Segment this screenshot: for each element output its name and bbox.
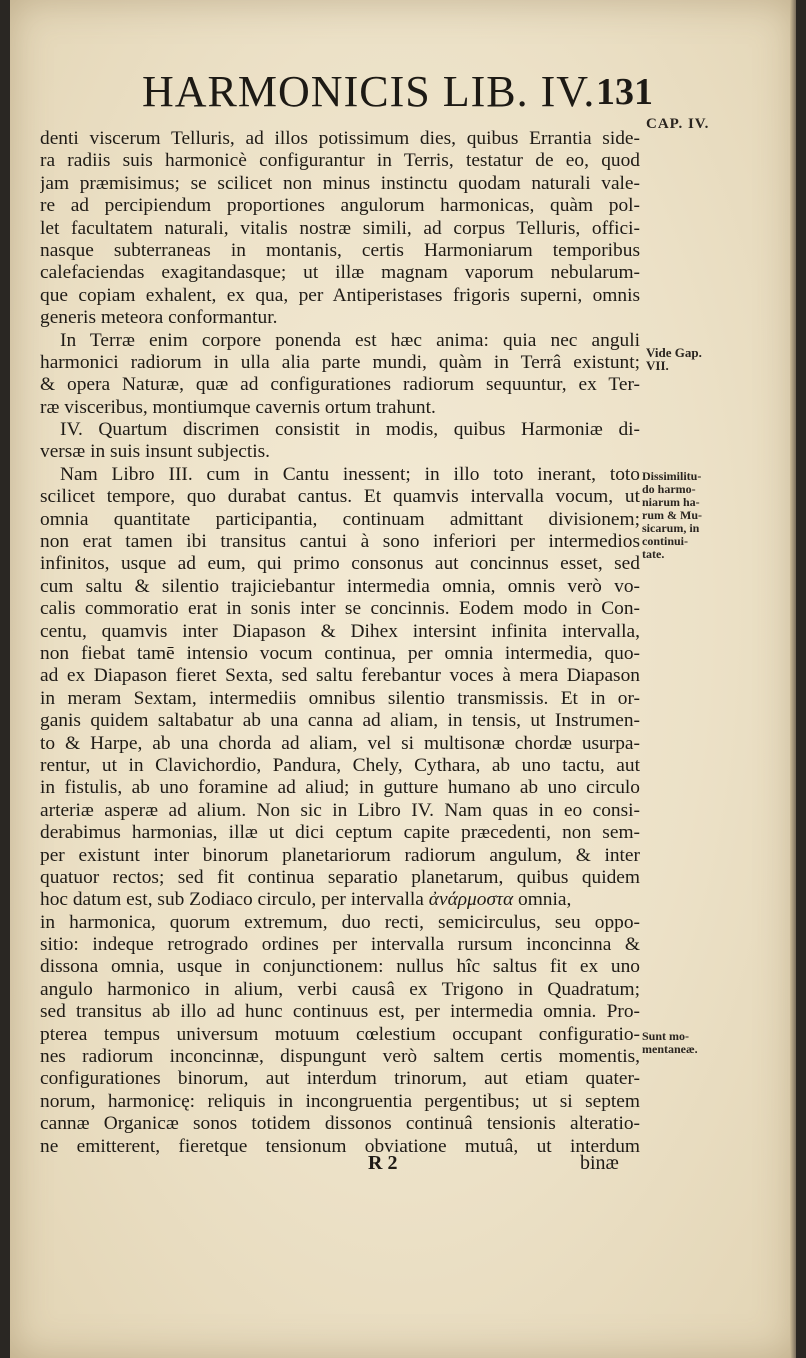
text-line: versæ in suis insunt subjectis. bbox=[40, 441, 270, 463]
text-line: scilicet tempore, quo durabat cantus. Et quamvis intervalla vocum, ut bbox=[40, 486, 640, 508]
text-line: dissona omnia, usque in conjunctionem: nullus hîc saltus fit ex uno bbox=[40, 956, 640, 978]
text-line-with-greek bbox=[40, 889, 640, 911]
text-fragment: hoc datum est, sub Zodiaco circulo, per intervalla bbox=[40, 889, 424, 911]
text-line: sed transitus ab illo ad hunc continuus est, per intermedia omnia. Pro- bbox=[40, 1001, 640, 1023]
text-line: re ad percipiendum proportiones angulorum harmonicas, quàm pol- bbox=[40, 195, 640, 217]
catchword: binæ bbox=[580, 1152, 619, 1174]
text-line: per existunt inter binorum planetariorum radiorum angulum, & inter bbox=[40, 844, 640, 866]
running-title: HARMONICIS LIB. IV. bbox=[142, 67, 596, 116]
margin-note-chapter: CAP. IV. bbox=[646, 116, 710, 132]
text-line: ganis quidem saltabatur ab una canna ad aliam, in tensis, ut Instrumen- bbox=[40, 710, 640, 732]
margin-note-dissimilitudo bbox=[642, 470, 702, 561]
text-line: IV. Quartum discrimen consistit in modis, quibus Harmoniæ di- bbox=[60, 419, 640, 441]
text-line: angulo harmonico in alium, verbi causâ ex Trigono in Quadratum; bbox=[40, 978, 640, 1000]
text-line: sitio: indeque retrogrado ordines per intervalla rursum inconcinna & bbox=[40, 934, 640, 956]
signature-mark: R 2 bbox=[368, 1152, 398, 1174]
margin-note-sunt-momentaneae bbox=[642, 1030, 698, 1056]
text-line: ra radiis suis harmonicè configurantur in Terris, testatur de eo, quod bbox=[40, 150, 640, 172]
text-line: quatuor rectos; sed fit continua separatio planetarum, quibus quidem bbox=[40, 866, 640, 888]
text-line: ad ex Diapason fieret Sexta, sed saltu ferebantur voces à mera Diapason bbox=[40, 665, 640, 687]
margin-note-line: continui- bbox=[642, 534, 689, 548]
text-line: cannæ Organicæ sonos totidem dissonos continuâ tensionis alteratio- bbox=[40, 1113, 640, 1135]
text-line: generis meteora conformantur. bbox=[40, 307, 278, 329]
margin-note-line: tate. bbox=[642, 547, 665, 561]
text-line: ræ visceribus, montiumque cavernis ortum trahunt. bbox=[40, 396, 436, 418]
text-line: derabimus harmonias, illæ ut dici ceptum capite præcedenti, non sem- bbox=[40, 822, 640, 844]
page-number: 131 bbox=[596, 71, 653, 113]
text-line: rentur, ut in Clavichordio, Pandura, Chely, Cythara, ab uno tactu, aut bbox=[40, 754, 640, 776]
text-line: in harmonica, quorum extremum, duo recti, semicirculus, seu oppo- bbox=[40, 911, 640, 933]
margin-note-line: Vide Gap. bbox=[646, 345, 702, 360]
margin-note-vide bbox=[646, 346, 702, 372]
book-page bbox=[10, 0, 796, 1358]
text-line: in fistulis, ab uno foramine ad aliud; in gutture humano ab uno circulo bbox=[40, 777, 640, 799]
text-line: denti viscerum Telluris, ad illos potissimum dies, quibus Errantia side- bbox=[40, 128, 640, 149]
text-line: ne emitterent, fieretque tensionum obviatione mutuâ, ut interdum bbox=[40, 1135, 640, 1157]
main-text-block bbox=[40, 128, 640, 1158]
text-line: let facultatem naturali, vitalis nostræ simili, ad corpus Telluris, offici- bbox=[40, 217, 640, 239]
text-line: configurationes binorum, aut interdum trinorum, aut etiam quater- bbox=[40, 1068, 640, 1090]
text-line: to & Harpe, ab una chorda ad aliam, vel si multisonæ chordæ usurpa- bbox=[40, 732, 640, 754]
margin-note-line: rum & Mu- bbox=[642, 508, 702, 522]
text-line: centu, quamvis inter Diapason & Dihex intersint infinita intervalla, bbox=[40, 620, 640, 642]
margin-note-line: Dissimilitu- bbox=[642, 469, 702, 483]
text-line: jam præmisimus; se scilicet non minus instinctu quodam naturali vale- bbox=[40, 172, 640, 194]
text-line: que copiam exhalent, ex qua, per Antiperistases frigoris superni, omnis bbox=[40, 284, 640, 306]
text-line: & opera Naturæ, quæ ad configurationes radiorum sequuntur, ex Ter- bbox=[40, 374, 640, 396]
text-line: non erat tamen ibi transitus cantui à sono inferiori per intermedios bbox=[40, 531, 640, 553]
text-line: harmonici radiorum in ulla alia parte mundi, quàm in Terrâ existunt; bbox=[40, 351, 640, 373]
margin-note-line: VII. bbox=[646, 358, 669, 373]
greek-word: ἀνάρμοστα bbox=[428, 889, 514, 911]
margin-note-line: mentaneæ. bbox=[642, 1042, 698, 1056]
text-line: arteriæ asperæ ad alium. Non sic in Libro IV. Nam quas in eo consi- bbox=[40, 799, 640, 821]
text-line: nes radiorum inconcinnæ, dispungunt verò saltem certis momentis, bbox=[40, 1046, 640, 1068]
text-line: nasque subterraneas in montanis, certis Harmoniarum temporibus bbox=[40, 239, 640, 261]
text-line: pterea tempus universum motuum cœlestium occupant configuratio- bbox=[40, 1023, 640, 1045]
margin-note-line: sicarum, in bbox=[642, 521, 700, 535]
text-fragment: omnia, bbox=[518, 889, 572, 911]
text-line: norum, harmonicę: reliquis in incongruentia pergentibus; ut si septem bbox=[40, 1090, 640, 1112]
text-line: omnia quantitate participantia, continuam admittant divisionem; bbox=[40, 508, 640, 530]
text-line: infinitos, usque ad eum, qui primo consonus aut concinnus esset, sed bbox=[40, 553, 640, 575]
page-footer bbox=[10, 1152, 796, 1182]
text-line: cum saltu & silentio trajiciebantur intermedia omnia, omnis verò vo- bbox=[40, 575, 640, 597]
text-line: in meram Sextam, intermediis omnibus silentio transmissis. Et in or- bbox=[40, 687, 640, 709]
margin-note-line: Sunt mo- bbox=[642, 1029, 690, 1043]
text-line: Nam Libro III. cum in Cantu inessent; in illo toto inerant, toto bbox=[60, 463, 640, 485]
text-line: In Terræ enim corpore ponenda est hæc anima: quia nec anguli bbox=[60, 329, 640, 351]
margin-note-line: do harmo- bbox=[642, 482, 696, 496]
text-line: calefaciendas exagitandasque; ut illæ magnam vaporum nebularum- bbox=[40, 262, 640, 284]
margin-note-line: niarum ha- bbox=[642, 495, 700, 509]
text-line: calis commoratio erat in sonis inter se concinnis. Eodem modo in Con- bbox=[40, 598, 640, 620]
text-line: non fiebat tamē intensio vocum continua, per omnia intermedia, quo- bbox=[40, 642, 640, 664]
